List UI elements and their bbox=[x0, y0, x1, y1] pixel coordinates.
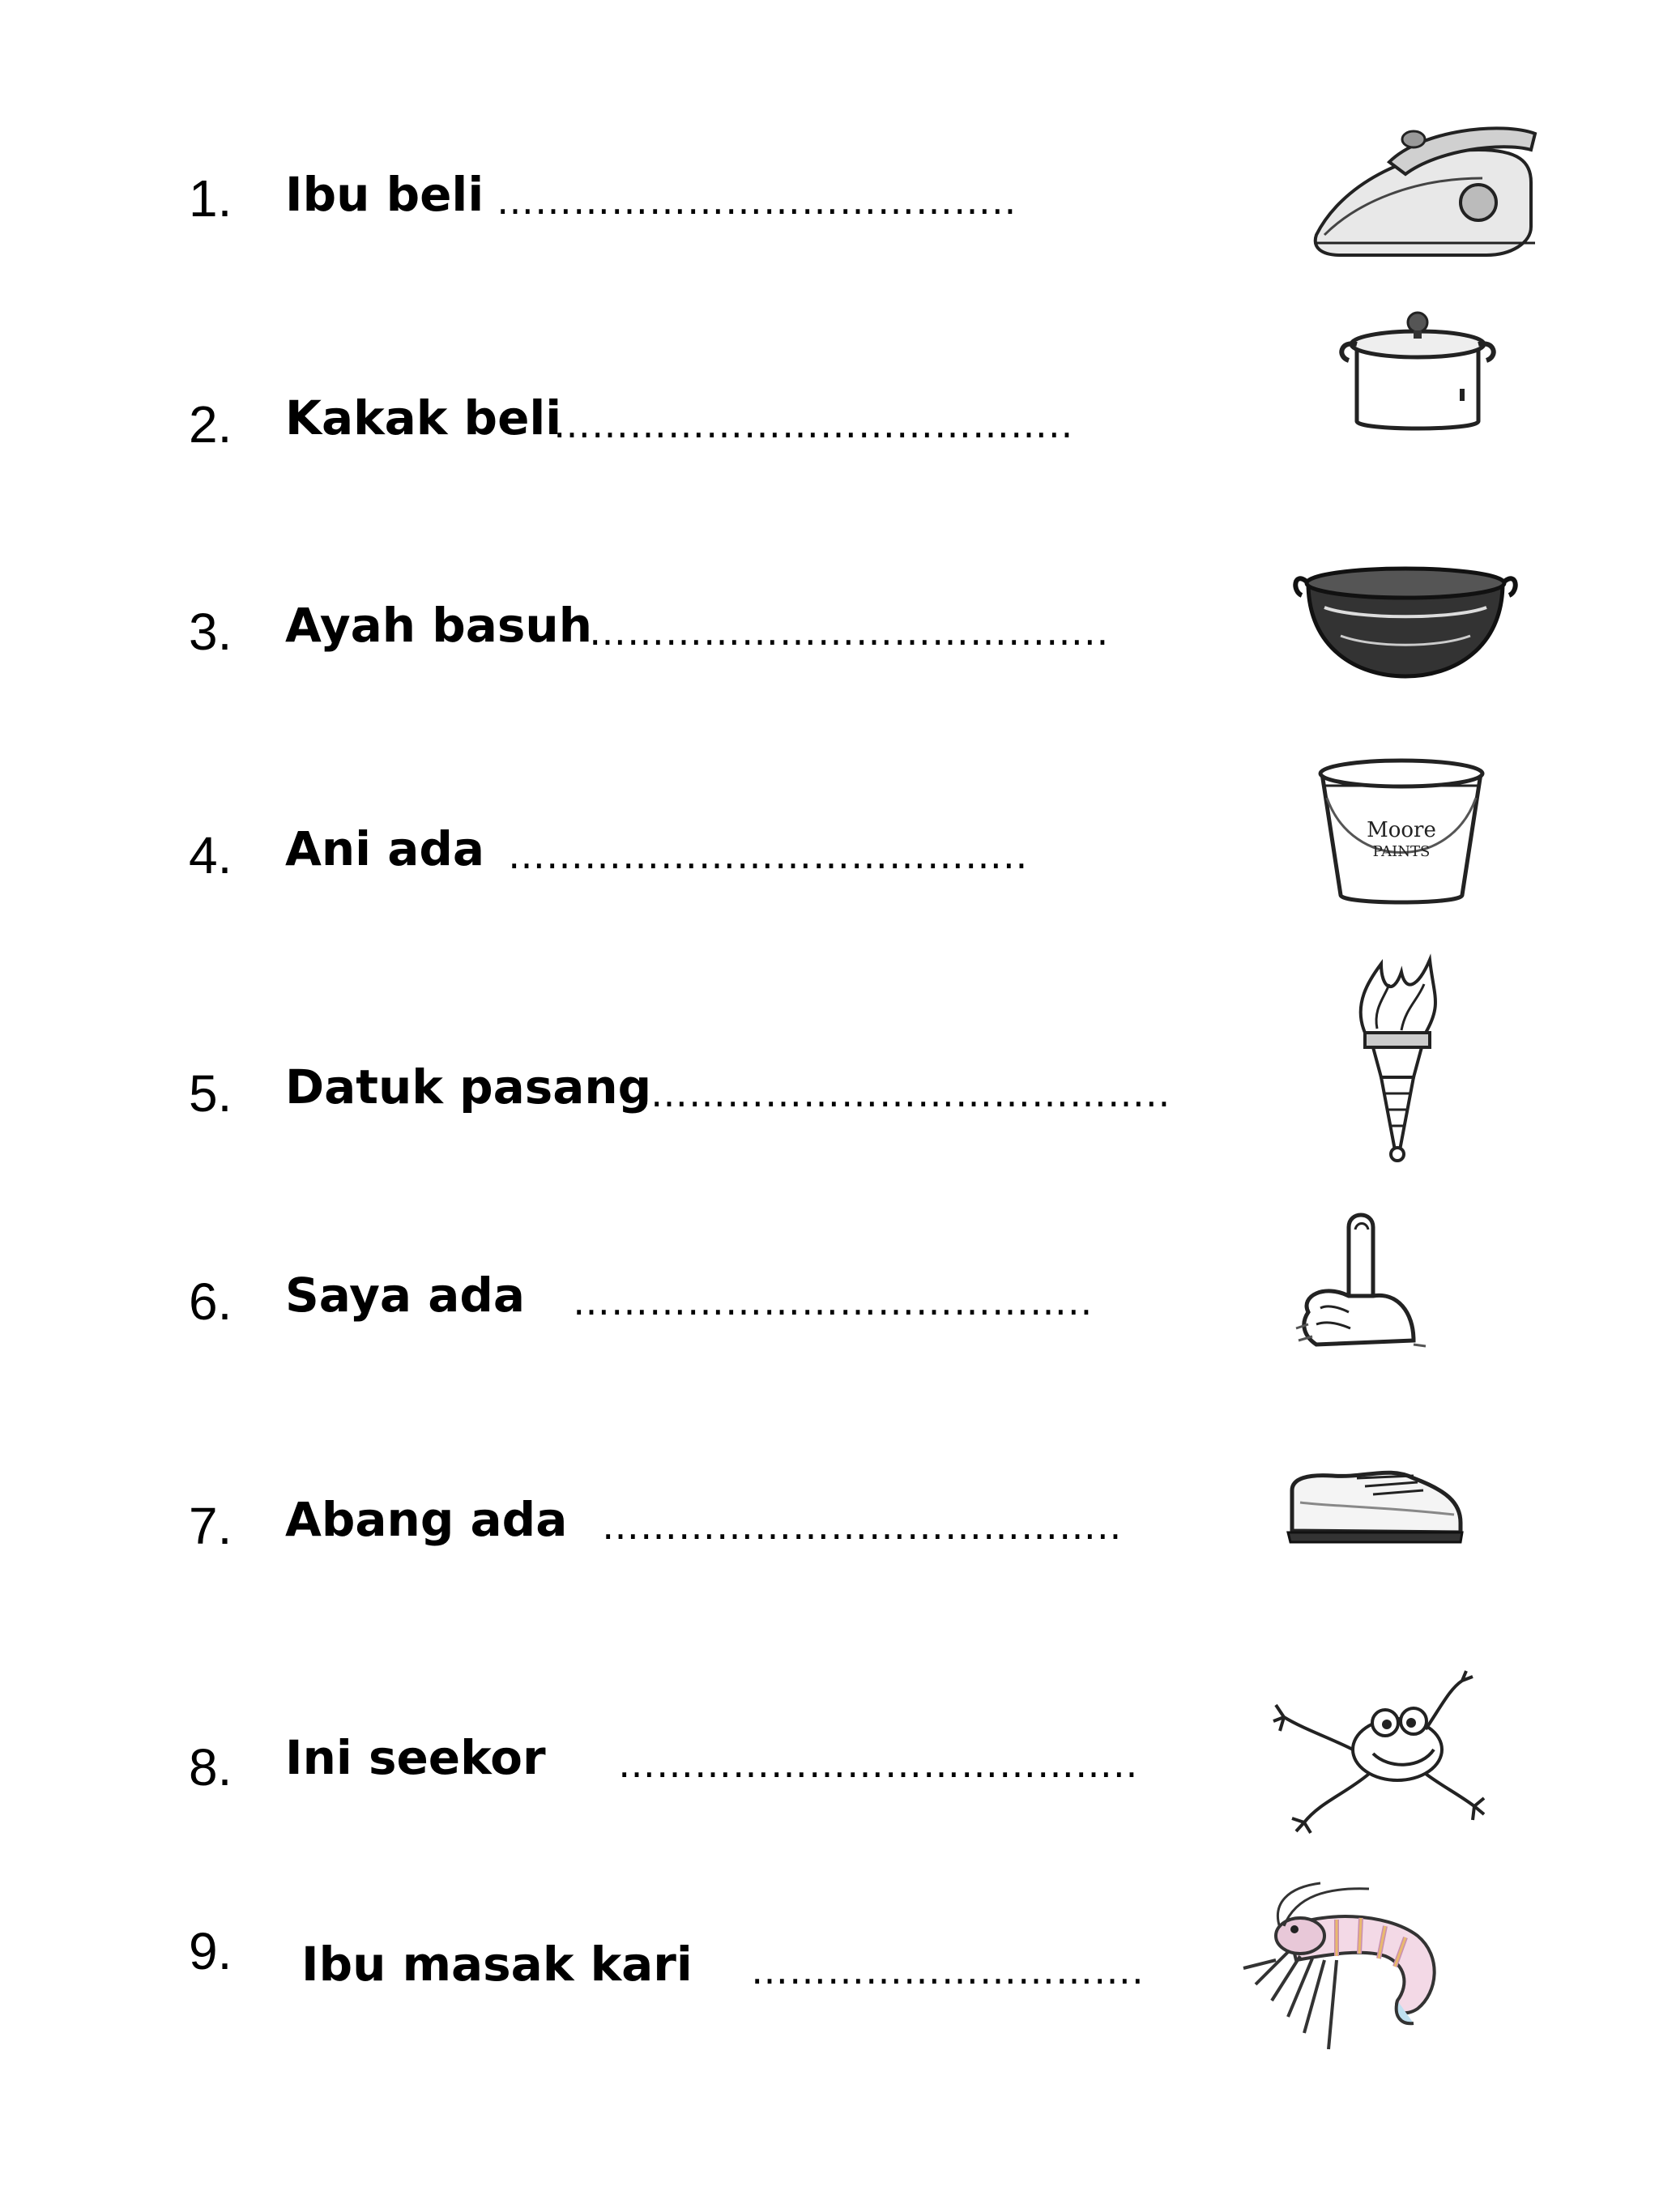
question-number: 1. bbox=[189, 169, 232, 228]
pot-icon bbox=[1333, 300, 1503, 437]
question-sentence: Ibu beli bbox=[285, 167, 484, 222]
question-number: 3. bbox=[189, 603, 232, 661]
question-sentence: Ani ada bbox=[285, 821, 485, 876]
question-number: 7. bbox=[189, 1497, 232, 1555]
frog-icon bbox=[1272, 1673, 1486, 1835]
answer-blank[interactable]: ………………………………….. bbox=[573, 1280, 1094, 1323]
question-sentence: Ayah basuh bbox=[285, 598, 593, 653]
question-number: 8. bbox=[189, 1738, 232, 1796]
question-sentence: Kakak beli bbox=[285, 390, 562, 445]
wok-icon bbox=[1292, 559, 1519, 680]
question-number: 5. bbox=[189, 1064, 232, 1123]
paint-bucket-icon bbox=[1304, 749, 1499, 911]
question-sentence: Saya ada bbox=[285, 1268, 526, 1323]
question-number: 9. bbox=[189, 1922, 232, 1980]
prawn-icon bbox=[1239, 1879, 1458, 2065]
bucket-label-paints: PAINTS bbox=[1372, 843, 1431, 860]
answer-blank[interactable]: ………………………………….. bbox=[589, 610, 1110, 654]
question-number: 4. bbox=[189, 826, 232, 884]
torch-icon bbox=[1337, 956, 1458, 1166]
question-sentence: Ibu masak kari bbox=[301, 1937, 693, 1992]
answer-blank[interactable]: ………………………………….. bbox=[602, 1504, 1123, 1548]
shoe-icon bbox=[1284, 1458, 1466, 1547]
question-number: 2. bbox=[189, 395, 232, 454]
iron-icon bbox=[1308, 113, 1551, 267]
answer-blank[interactable]: ………………………………….. bbox=[618, 1742, 1139, 1786]
question-number: 6. bbox=[189, 1272, 232, 1331]
finger-icon bbox=[1292, 1207, 1430, 1353]
bucket-label-moore: Moore bbox=[1367, 818, 1436, 842]
answer-blank[interactable]: …………………………. bbox=[751, 1949, 1145, 1993]
answer-blank[interactable]: ………………………………….. bbox=[553, 403, 1074, 446]
question-sentence: Datuk pasang bbox=[285, 1059, 652, 1115]
question-sentence: Ini seekor bbox=[285, 1730, 546, 1785]
question-sentence: Abang ada bbox=[285, 1492, 568, 1547]
answer-blank[interactable]: ………………………………….. bbox=[497, 179, 1017, 223]
answer-blank[interactable]: ………………………………….. bbox=[508, 833, 1029, 877]
answer-blank[interactable]: ………………………………….. bbox=[650, 1072, 1171, 1115]
